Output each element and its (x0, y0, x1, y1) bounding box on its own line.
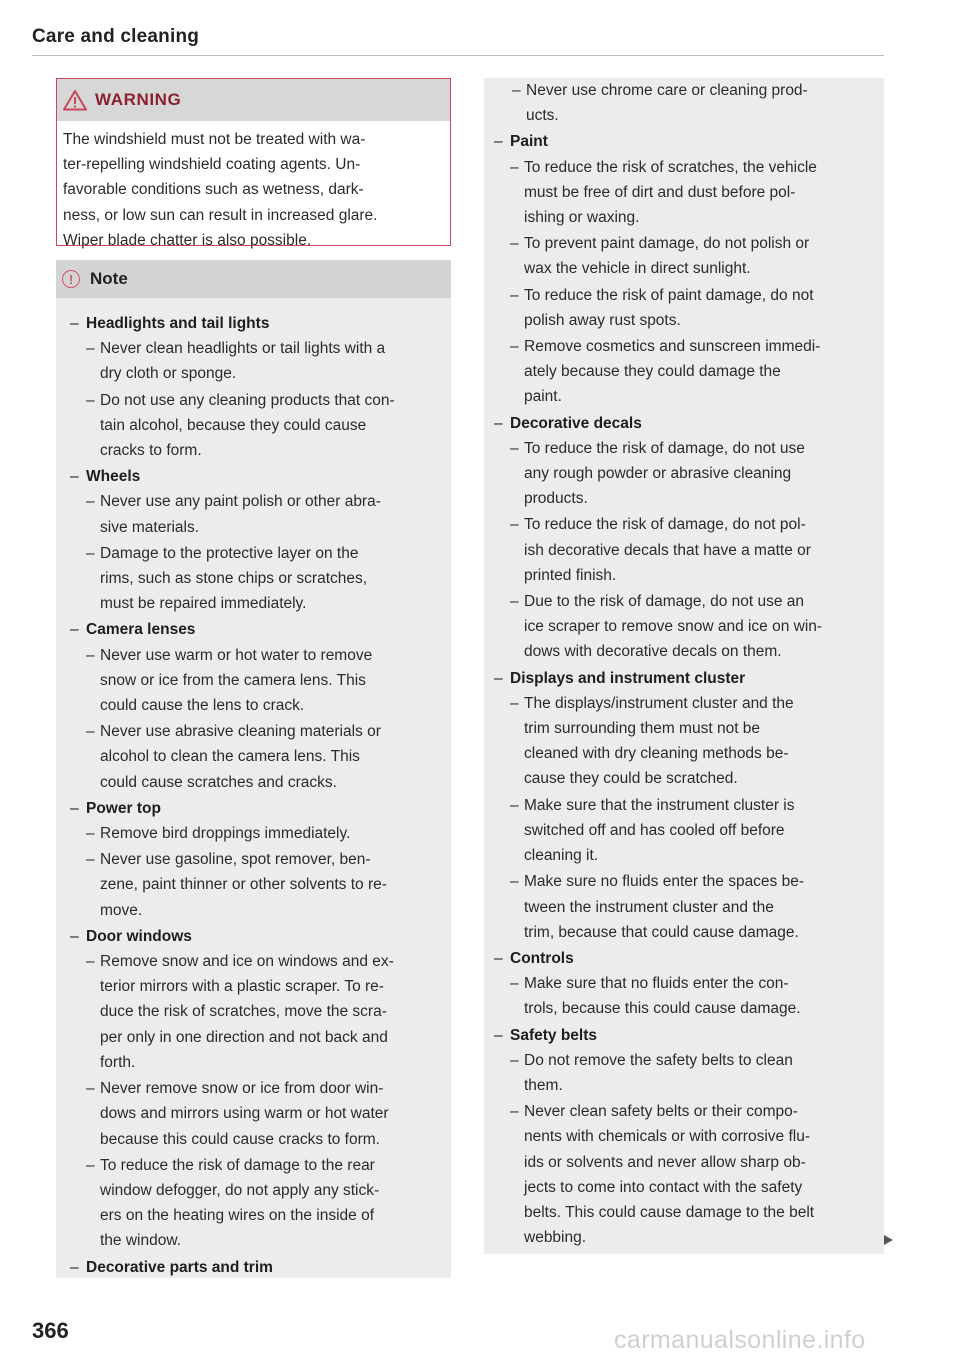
list-item (78, 541, 439, 617)
section (64, 1255, 439, 1280)
warning-line: Wiper blade chatter is also possible. (63, 231, 312, 249)
list-item-line: ers on the heating wires on the inside of (100, 1207, 375, 1225)
list-item-line: ucts. (526, 107, 559, 125)
list-item (502, 691, 876, 792)
list-item-line: – Remove bird droppings immediately. (100, 825, 351, 843)
page-number: 366 (32, 1318, 69, 1343)
list-item-line: forth. (100, 1053, 136, 1071)
list-item-line: products. (524, 490, 588, 508)
list-item (502, 971, 876, 1021)
list-item-line: dows with decorative decals on them. (524, 643, 782, 661)
list-item-line: alcohol to clean the camera lens. This (100, 748, 360, 766)
section-title: – Decorative parts and trim (86, 1255, 439, 1280)
list-item-line: – Never remove snow or ice from door win- (100, 1080, 384, 1098)
list-item (502, 1099, 876, 1250)
list-item-line: ish decorative decals that have a matte or (524, 541, 811, 559)
page-header: Care and cleaning (32, 26, 200, 47)
list-item (78, 489, 439, 539)
note-box (56, 260, 451, 1278)
list-item-line: ately because they could damage the (524, 363, 781, 381)
list-item-line: – To reduce the risk of damage, do not use (524, 439, 805, 457)
list-item-line: jects to come into contact with the safety (524, 1178, 803, 1196)
list-item-line: polish away rust spots. (524, 311, 681, 329)
list-item-line: them. (524, 1076, 563, 1094)
list-item (502, 869, 876, 945)
list-item-line: could cause the lens to crack. (100, 697, 305, 715)
list-item-line: ice scraper to remove snow and ice on win- (524, 618, 823, 636)
warning-text (57, 121, 450, 253)
section (64, 464, 439, 489)
continued-list (484, 78, 884, 1250)
section (488, 411, 876, 436)
list-item (78, 847, 439, 923)
list-item-line: must be free of dirt and dust before pol- (524, 183, 796, 201)
list-item-line: – Never use any paint polish or other abra- (100, 493, 381, 511)
section-title: – Wheels (86, 464, 439, 489)
list-item-line: cause they could be scratched. (524, 770, 738, 788)
section-title: – Power top (86, 796, 439, 821)
list-item (502, 589, 876, 665)
list-item (496, 78, 876, 128)
section (488, 946, 876, 971)
list-item-line: – Damage to the protective layer on the (100, 544, 359, 562)
list-item-line: terior mirrors with a plastic scraper. To re- (100, 978, 384, 996)
list-item (502, 334, 876, 410)
list-item-line: dows and mirrors using warm or hot water (100, 1105, 389, 1123)
header-divider (32, 55, 884, 56)
list-item-line: – Make sure no fluids enter the spaces be- (524, 873, 805, 891)
list-item-line: move. (100, 901, 143, 919)
list-item (78, 388, 439, 464)
list-item-line: – Never clean headlights or tail lights with a (100, 340, 386, 358)
section-title: – Door windows (86, 924, 439, 949)
list-item-line: per only in one direction and not back and (100, 1028, 388, 1046)
list-item-line: any rough powder or abrasive cleaning (524, 465, 792, 483)
list-item-line: – Do not use any cleaning products that con- (100, 391, 395, 409)
list-item-line: duce the risk of scratches, move the scra- (100, 1003, 387, 1021)
list-item-line: switched off and has cooled off before (524, 821, 785, 839)
list-item (78, 719, 439, 795)
list-item-line: window defogger, do not apply any stick- (100, 1181, 380, 1199)
list-item-line: – Never use gasoline, spot remover, ben- (100, 851, 371, 869)
info-circle-icon: ! (62, 270, 80, 288)
list-item-line: trim surrounding them must not be (524, 720, 761, 738)
list-item-line: trim, because that could cause damage. (524, 923, 799, 941)
list-item (502, 436, 876, 512)
section-title: – Displays and instrument cluster (510, 666, 876, 691)
list-item-line: – The displays/instrument cluster and the (524, 694, 794, 712)
list-item-line: – Remove cosmetics and sunscreen immedi- (524, 338, 821, 356)
list-item-line: snow or ice from the camera lens. This (100, 671, 366, 689)
warning-line: ness, or low sun can result in increased glare. (63, 206, 378, 224)
section-title: – Safety belts (510, 1023, 876, 1048)
list-item-line: dry cloth or sponge. (100, 365, 237, 383)
list-item-line: cleaned with dry cleaning methods be- (524, 745, 789, 763)
continued-note-box (484, 78, 884, 1254)
list-item-line: webbing. (524, 1229, 587, 1247)
list-item-line: – Make sure that the instrument cluster is (524, 796, 795, 814)
list-item (502, 283, 876, 333)
continue-arrow-icon (884, 1235, 893, 1245)
list-item (502, 512, 876, 588)
list-item-line: – Never clean safety belts or their compo- (524, 1103, 798, 1121)
list-item-line: paint. (524, 388, 562, 406)
list-item-line: wax the vehicle in direct sunlight. (524, 260, 751, 278)
list-item-line: cleaning it. (524, 847, 599, 865)
list-item (78, 336, 439, 386)
list-item (502, 1048, 876, 1098)
warning-triangle-icon (63, 89, 87, 111)
list-item-line: ishing or waxing. (524, 209, 640, 227)
warning-box (56, 78, 451, 249)
warning-header (57, 79, 450, 121)
list-item-line: – To prevent paint damage, do not polish or (524, 235, 810, 253)
list-item-line: – Never use chrome care or cleaning prod- (526, 82, 808, 99)
list-item-line: because this could cause cracks to form. (100, 1130, 380, 1148)
list-item-line: ids or solvents and never allow sharp ob- (524, 1153, 806, 1171)
warning-line: ter-repelling windshield coating agents. Un- (63, 156, 361, 174)
list-item-line: – Do not remove the safety belts to clean (524, 1051, 793, 1069)
section (64, 617, 439, 642)
list-item-line: – To reduce the risk of damage, do not pol- (524, 516, 806, 534)
list-item (78, 643, 439, 719)
warning-title: WARNING (95, 90, 182, 109)
list-item-line: – Never use abrasive cleaning materials or (100, 723, 381, 741)
section-title: – Controls (510, 946, 876, 971)
list-item-line: must be repaired immediately. (100, 595, 307, 613)
section (488, 129, 876, 154)
list-item-line: cracks to form. (100, 442, 202, 460)
list-item-line: printed finish. (524, 566, 617, 584)
list-item-line: – To reduce the risk of damage to the rear (100, 1156, 375, 1174)
list-item-line: – To reduce the risk of paint damage, do not (524, 286, 814, 304)
note-title: Note (90, 269, 128, 288)
section-title: – Paint (510, 129, 876, 154)
list-item-line: – Remove snow and ice on windows and ex- (100, 953, 394, 971)
list-item-line: sive materials. (100, 518, 200, 536)
section (64, 796, 439, 821)
warning-line: favorable conditions such as wetness, dark- (63, 181, 364, 199)
list-item-line: tain alcohol, because they could cause (100, 416, 367, 434)
note-header (56, 260, 451, 298)
list-item-line: nents with chemicals or with corrosive flu- (524, 1128, 810, 1146)
section-title: – Decorative decals (510, 411, 876, 436)
section (64, 924, 439, 949)
list-item-line: – Due to the risk of damage, do not use an (524, 593, 805, 611)
watermark: carmanualsonline.info (614, 1326, 866, 1354)
section-title: – Headlights and tail lights (86, 311, 439, 336)
list-item (78, 821, 439, 846)
list-item-line: rims, such as stone chips or scratches, (100, 570, 368, 588)
list-item-line: – Never use warm or hot water to remove (100, 646, 373, 664)
section (488, 1023, 876, 1048)
list-item-line: the window. (100, 1232, 181, 1250)
list-item-line: belts. This could cause damage to the belt (524, 1203, 815, 1221)
note-list (56, 298, 451, 1280)
warning-line: The windshield must not be treated with wa- (63, 131, 366, 148)
list-item (78, 1153, 439, 1254)
list-item (502, 231, 876, 281)
list-item-line: could cause scratches and cracks. (100, 773, 337, 791)
list-item (502, 155, 876, 231)
list-item (78, 949, 439, 1075)
list-item-line: – Make sure that no fluids enter the con- (524, 975, 789, 993)
list-item (502, 793, 876, 869)
list-item-line: trols, because this could cause damage. (524, 1000, 801, 1018)
list-item-line: zene, paint thinner or other solvents to re- (100, 876, 387, 894)
section (64, 311, 439, 336)
list-item-line: tween the instrument cluster and the (524, 898, 774, 916)
section-title: – Camera lenses (86, 617, 439, 642)
list-item-line: – To reduce the risk of scratches, the vehicle (524, 158, 817, 176)
list-item (78, 1076, 439, 1152)
section (488, 666, 876, 691)
